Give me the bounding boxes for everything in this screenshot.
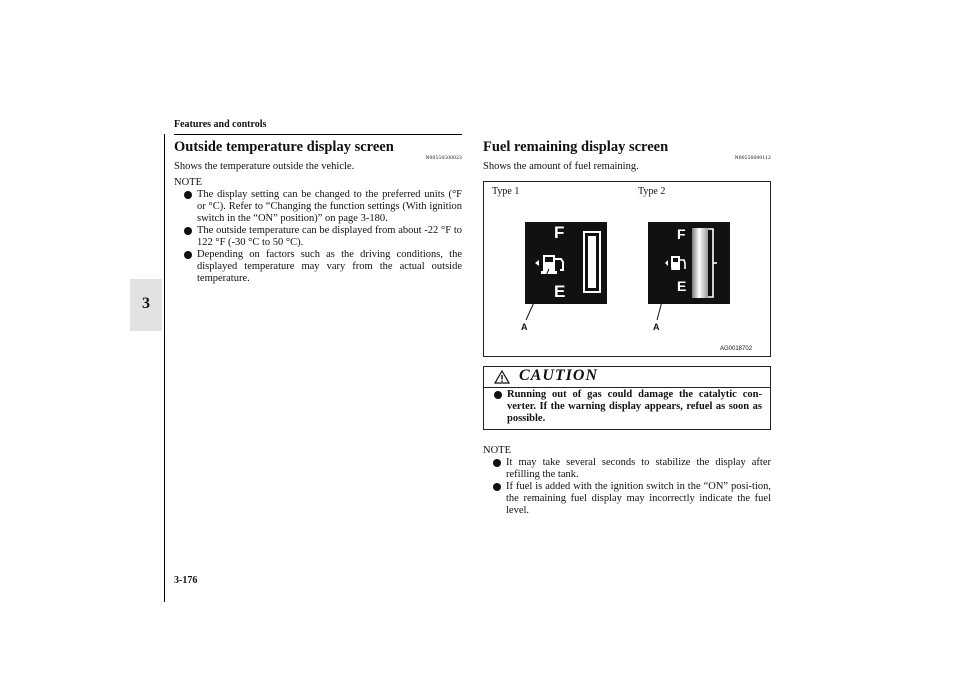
callout-a-type2: A <box>653 322 660 332</box>
fuel-remaining-code: N00556600112 <box>734 155 771 161</box>
outside-temp-intro: Shows the temperature outside the vehicle. <box>174 161 355 172</box>
fuel-remaining-title: Fuel remaining display screen <box>483 139 669 155</box>
outside-temp-title: Outside temperature display screen <box>174 139 394 155</box>
chapter-rule <box>164 134 165 602</box>
list-item: If fuel is added with the ignition switch in the “ON” posi-tion, the remaining fuel display may incorrectly indicate the fuel level. <box>483 481 771 517</box>
figure-id: AG0018702 <box>720 346 753 352</box>
bullet-icon <box>184 227 192 235</box>
list-item: Depending on factors such as the driving conditions, the displayed temperature may vary from the actual outside temperature. <box>174 249 462 285</box>
outside-temp-code: N00556500023 <box>425 155 462 161</box>
fuel-remaining-intro: Shows the amount of fuel remaining. <box>483 161 639 172</box>
bullet-icon <box>184 251 192 259</box>
outside-temp-note-label: NOTE <box>174 177 202 188</box>
fuel-remaining-section <box>483 139 771 173</box>
caution-label: CAUTION <box>519 367 599 384</box>
outside-temp-notes <box>174 189 462 285</box>
fuel-note-label: NOTE <box>483 445 511 456</box>
bullet-icon <box>184 191 192 199</box>
page-number: 3-176 <box>174 575 198 586</box>
outside-temp-section <box>174 139 462 285</box>
type1-empty-mark: E <box>554 282 566 301</box>
bullet-icon <box>493 459 501 467</box>
section-header: Features and controls <box>174 119 267 130</box>
warning-triangle-icon <box>494 370 510 384</box>
fuel-notes <box>483 457 771 517</box>
fuel-display-figure <box>483 181 771 357</box>
type1-label: Type 1 <box>492 186 520 197</box>
caution-box <box>483 366 771 430</box>
list-item: Running out of gas could damage the catalytic con-verter. If the warning display appears, refuel as soon as possible. <box>484 389 762 425</box>
type2-full-mark: F <box>677 226 686 242</box>
list-item: The outside temperature can be displayed from about -22 °F to 122 °F (-30 °C to 50 °C). <box>174 225 462 249</box>
list-item: It may take several seconds to stabilize the display after refilling the tank. <box>483 457 771 481</box>
header-rule <box>174 134 462 135</box>
caution-header <box>484 367 770 388</box>
chapter-tab-number: 3 <box>142 295 150 312</box>
type1-full-mark: F <box>554 223 565 242</box>
bullet-icon <box>494 391 502 399</box>
type2-empty-mark: E <box>677 278 687 294</box>
list-item: The display setting can be changed to the preferred units (°F or °C). Refer to “Changing the function settings (With ignition switch in the “ON” position)” on page 3-180. <box>174 189 462 225</box>
type2-label: Type 2 <box>638 186 666 197</box>
caution-items <box>484 389 762 425</box>
fuel-note-section <box>483 445 771 517</box>
callout-a-type1: A <box>521 322 528 332</box>
bullet-icon <box>493 483 501 491</box>
